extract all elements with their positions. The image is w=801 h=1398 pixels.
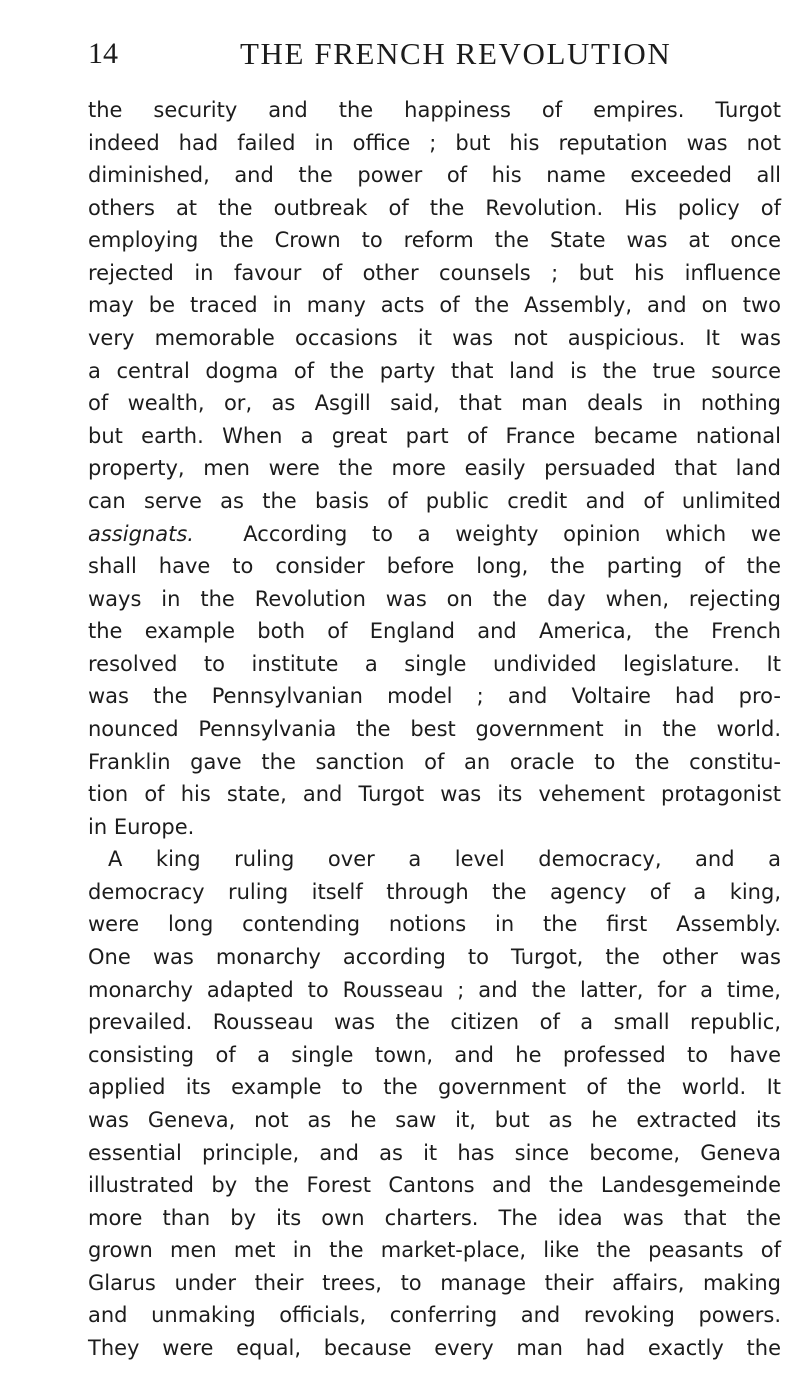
text-line: prevailed. Rousseau was the citizen of a small republic,: [88, 1010, 781, 1035]
text-line: the security and the happiness of empires. Turgot: [88, 98, 781, 122]
text-line: may be traced in many acts of the Assembly, and on two: [88, 293, 781, 318]
text-line: One was monarchy according to Turgot, the other was: [88, 945, 781, 970]
text-line: rejected in favour of other counsels ; but his influence: [88, 260, 781, 285]
text-line: more than by its own charters. The idea was that the: [88, 1205, 781, 1230]
text-line: a central dogma of the party that land is the true source: [88, 358, 781, 383]
body-text: [88, 94, 781, 1365]
text-line: was Geneva, not as he saw it, but as he extracted its: [88, 1107, 781, 1132]
text-line: indeed had failed in office ; but his reputation was not: [88, 130, 781, 155]
paragraph-start-line: A king ruling over a level democracy, and a: [108, 847, 781, 872]
text-line: democracy ruling itself through the agency of a king,: [88, 879, 781, 904]
text-line: essential principle, and as it has since become, Geneva: [88, 1140, 781, 1165]
text-line: ways in the Revolution was on the day when, rejecting: [88, 586, 781, 611]
text-line: employing the Crown to reform the State was at once: [88, 228, 781, 253]
text-line: the example both of England and America, the French: [88, 619, 781, 644]
text-line: very memorable occasions it was not auspicious. It was: [88, 326, 781, 351]
paragraph-end-line: in Europe.: [88, 814, 195, 839]
text-line: was the Pennsylvanian model ; and Voltaire had pro-: [88, 684, 781, 709]
text-line: diminished, and the power of his name exceeded all: [88, 163, 781, 188]
text-line: but earth. When a great part of France became national: [88, 423, 781, 448]
page-header: [0, 34, 801, 74]
text-line: and unmaking officials, conferring and revoking powers.: [88, 1303, 781, 1328]
text-line: can serve as the basis of public credit and of unlimited: [88, 488, 781, 513]
running-head: THE FRENCH REVOLUTION: [240, 36, 672, 71]
text-segment: According to a weighty opinion which we: [243, 521, 781, 546]
text-line: consisting of a single town, and he professed to have: [88, 1042, 781, 1067]
text-line: monarchy adapted to Rousseau ; and the latter, for a time,: [88, 977, 781, 1002]
text-line: others at the outbreak of the Revolution. His policy of: [88, 195, 781, 220]
text-line: They were equal, because every man had exactly the: [88, 1335, 781, 1360]
text-line: were long contending notions in the first Assembly.: [88, 912, 781, 937]
text-line: illustrated by the Forest Cantons and the Landesgemeinde: [88, 1173, 781, 1198]
text-line: grown men met in the market-place, like the peasants of: [88, 1238, 781, 1263]
page-number: 14: [88, 37, 118, 70]
text-line: shall have to consider before long, the parting of the: [88, 554, 781, 579]
text-line-with-italic: [88, 518, 781, 551]
text-line: Franklin gave the sanction of an oracle to the constitu-: [88, 749, 781, 774]
text-line: of wealth, or, as Asgill said, that man deals in nothing: [88, 391, 781, 416]
text-line: tion of his state, and Turgot was its vehement protagonist: [88, 782, 781, 807]
text-line: Glarus under their trees, to manage their affairs, making: [88, 1270, 781, 1295]
text-line: resolved to institute a single undivided legislature. It: [88, 651, 781, 676]
italic-term: assignats.: [88, 521, 194, 546]
text-line: property, men were the more easily persuaded that land: [88, 456, 781, 481]
text-line: applied its example to the government of the world. It: [88, 1075, 781, 1100]
text-line: nounced Pennsylvania the best government in the world.: [88, 716, 781, 741]
